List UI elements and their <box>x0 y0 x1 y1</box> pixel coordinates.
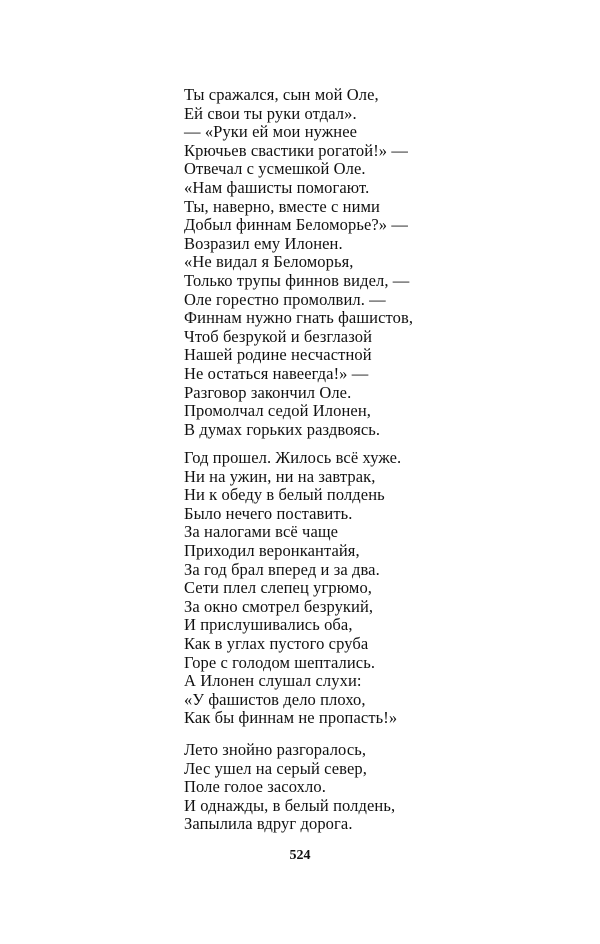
poem-line: Год прошел. Жилось всё хуже. <box>184 448 402 467</box>
poem-line: Разговор закончил Оле. <box>184 382 352 402</box>
poem-line: За налогами всё чаще <box>184 522 339 542</box>
poem-line: Как бы финнам не пропасть!» <box>184 708 398 728</box>
poem-line: Было нечего поставить. <box>184 503 353 523</box>
poem-line: Финнам нужно гнать фашистов, <box>184 308 414 328</box>
poem-line: Ты сражался, сын мой Оле, <box>184 85 379 104</box>
poem-line: Лес ушел на серый север, <box>184 758 367 778</box>
poem-line: Ни к обеду в белый полдень <box>184 485 385 505</box>
poem-line: А Илонен слушал слухи: <box>184 671 362 691</box>
poem-line: «Не видал я Беломорья, <box>184 252 354 272</box>
poem-line: Крючьев свастики рогатой!» — <box>184 140 408 160</box>
poem-line: «Нам фашисты помогают. <box>184 177 370 197</box>
poem-line: Не остаться навеегда!» — <box>184 363 369 383</box>
poem-line: — «Руки ей мои нужнее <box>184 122 358 142</box>
poem-line: И однажды, в белый полдень, <box>184 795 396 815</box>
poem-line: Оле горестно промолвил. — <box>184 289 386 309</box>
poem-line: Лето знойно разгоралось, <box>184 740 367 759</box>
poem-line: В думах горьких раздвоясь. <box>184 419 381 439</box>
poem-stanza-2 <box>184 449 401 728</box>
poem-line: Сети плел слепец угрюмо, <box>184 578 373 598</box>
poem-line: Горе с голодом шептались. <box>184 652 376 672</box>
poem-line: Как в углах пустого сруба <box>184 633 369 653</box>
poem-line: Запылила вдруг дорога. <box>184 814 353 834</box>
poem-line: Ей свои ты руки отдал». <box>184 103 357 123</box>
poem-line: Ни на ужин, ни на завтрак, <box>184 466 376 486</box>
poem-line: За окно смотрел безрукий, <box>184 596 374 616</box>
poem-line: «У фашистов дело плохо, <box>184 689 366 709</box>
page-number: 524 <box>289 848 311 863</box>
poem-line: Поле голое засохло. <box>184 777 326 797</box>
poem-line: Возразил ему Илонен. <box>184 233 343 253</box>
poem-line: Ты, наверно, вместе с ними <box>184 196 380 216</box>
poem-stanza-3 <box>184 741 395 834</box>
poem-line: Чтоб безрукой и безглазой <box>184 326 373 346</box>
poem-line: Промолчал седой Илонен, <box>184 401 371 421</box>
poem-line: Добыл финнам Беломорье?» — <box>184 215 408 235</box>
poem-line: Нашей родине несчастной <box>184 345 372 365</box>
poem-line: Только трупы финнов видел, — <box>184 270 410 290</box>
poem-line: И прислушивались оба, <box>184 615 353 635</box>
poem-line: Отвечал с усмешкой Оле. <box>184 159 366 179</box>
poem-line: За год брал вперед и за два. <box>184 559 380 579</box>
poem-line: Приходил веронкантайя, <box>184 540 360 560</box>
poem-stanza-1 <box>184 86 413 439</box>
